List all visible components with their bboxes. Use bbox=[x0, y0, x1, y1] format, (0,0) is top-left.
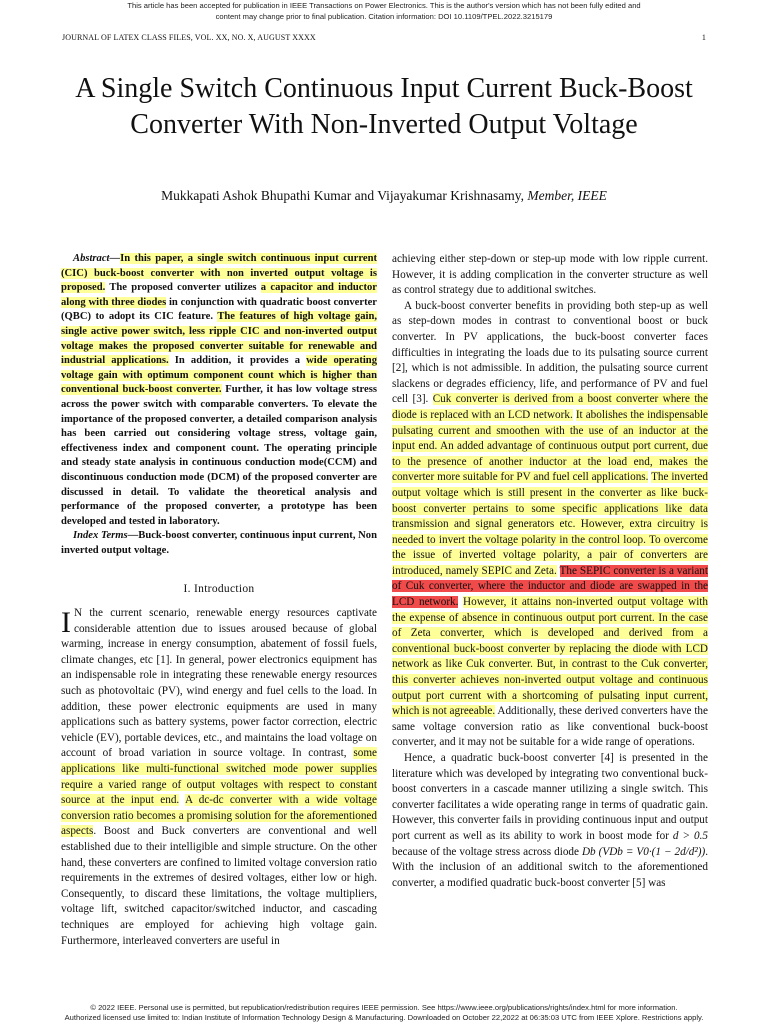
inverted-voltage-highlight: The inverted output voltage which is still present in the converter as like buck-boost converter pertains to some specific applications like data transmission and signal generators etc. However, extra circuitry is needed to invert the voltage polarity in the control loop. To overcome the issue of inverted voltage polarity, a pair of converters are introduced, namely SEPIC and Zeta. bbox=[392, 471, 708, 577]
license-line: Authorized licensed use limited to: Indian Institute of Information Technology Design & Manufacturing. Downloaded on October 22,2022 at 06:35:03 UTC from IEEE Xplore. Restrictions apply. bbox=[64, 1012, 704, 1022]
abstract-highlight-3: The features of high voltage gain, single active power switch, less ripple CIC and non-inverted output voltage makes the proposed converter suitable for renewable and industrial applications. bbox=[61, 311, 377, 367]
author-membership: Member, IEEE bbox=[527, 188, 607, 203]
abstract-highlight-4: wide operating voltage gain with optimum component count which is higher than conventional buck-boost converter. bbox=[61, 355, 377, 396]
copyright-footer bbox=[0, 1003, 768, 1022]
cuk-highlight: Cuk converter is derived from a boost converter where the diode is replaced with an LCD network. bbox=[392, 393, 708, 421]
index-terms: Index Terms—Buck-boost converter, continuous input current, Non inverted output voltage. bbox=[61, 530, 377, 556]
drop-cap: I bbox=[61, 606, 71, 640]
left-column bbox=[61, 252, 377, 949]
intro-highlight-2: A dc-dc converter with a wide voltage conversion ratio becomes a promising solution for the aforementioned aspects bbox=[61, 794, 377, 838]
intro-highlight-1: some applications like multi-functional switched mode power supplies require a varied range of output voltages with respect to constant source at the input end. bbox=[61, 747, 377, 807]
author-names: Mukkapati Ashok Bhupathi Kumar and Vijayakumar Krishnasamy, bbox=[161, 188, 525, 203]
intro-paragraph: I N the current scenario, renewable energy resources captivate considerable attention due to issues aroused because of global warming, increase in energy consumption, abatement of fossil fuels, climate changes, etc [1]. In general, power electronics equipment has an indispensable role in integrating these renewable energy resources such as photovoltaic (PV), wind energy and fuel cells to the load. In addition, these power electronic equipments are used in many applications such as battery systems, power factor correction, electric vehicle (EV), portable devices, etc., and maintains the load voltage on account of broad variation in source voltage. In contrast, some applications like multi-functional switched mode power supplies require a varied range of output voltages with respect to constant source at the input end. A dc-dc converter with a wide voltage conversion ratio becomes a promising solution for the aforementioned aspects. Boost and Buck converters are conventional and well established due to their intelligible and simple structure. On the other hand, these converters are confined to limited voltage conversion ratio requirements in the extremes of desired voltages, either low or high. Consequently, to discard these limitations, the voltage multipliers, voltage lift, switched capacitor/switched inductor, and cascading techniques are employed for achieving high voltage gain. Furthermore, interleaved converters are useful in bbox=[61, 606, 377, 947]
abstract-highlight-2: a capacitor and inductor along with three diodes bbox=[61, 282, 377, 308]
index-terms-label: Index Terms bbox=[73, 530, 128, 542]
publication-notice-line2: content may change prior to final publication. Citation information: DOI 10.1109/TPEL.2022.3215179 bbox=[215, 12, 553, 21]
publication-notice bbox=[0, 0, 768, 22]
copyright-line: © 2022 IEEE. Personal use is permitted, but republication/redistribution requires IEEE permission. See https://www.ieee.org/publications/rights/index.html for more information. bbox=[90, 1003, 678, 1012]
abstract: Abstract—In this paper, a single switch continuous input current (CIC) buck-boost converter with non inverted output voltage is proposed. The proposed converter utilizes a capacitor and inductor along with three diodes in conjunction with quadratic boost converter (QBC) to adopt its CIC feature. The features of high voltage gain, single active power switch, less ripple CIC and non-inverted output voltage makes the proposed converter suitable for renewable and industrial applications. In addition, it provides a wide operating voltage gain with optimum component count which is higher than conventional buck-boost converter. Further, it has low voltage stress across the power switch with comparable converters. To elevate the importance of the proposed converter, a detailed comparison analysis has been carried out considering voltage stress, voltage gain, effectiveness index and component count. The operating principle and steady state analysis in continuous conduction mode(CCM) and discontinuous conduction mode (DCM) of the proposed converter are discussed in detail. To validate the theoretical analysis and performance of the proposed converter, a prototype has been developed and tested in laboratory. bbox=[61, 253, 378, 527]
zeta-highlight: However, it attains non-inverted output voltage with the expense of absence in continuous output port current. In the case of Zeta converter, which is developed and derived from a conventional buck-boost converter by replacing the diode with LCD network as like Cuk converter. But, in contrast to the Cuk converter, this converter achieves non-inverted output voltage and continuous output port current with a shortcoming of pulsating input current, which is not agreeable. bbox=[392, 596, 708, 718]
duty-condition: d > 0.5 bbox=[672, 829, 708, 842]
page-number: 1 bbox=[701, 33, 706, 42]
abstract-highlight-1: In this paper, a single switch continuous input current (CIC) buck-boost converter with non inverted output voltage is proposed. bbox=[61, 253, 377, 294]
running-head bbox=[62, 33, 706, 42]
quadratic-paragraph: Hence, a quadratic buck-boost converter [4] is presented in the literature which was developed by integrating two conventional buck-boost converters in a cascade manner utilizing a single switch. This converter facilitates a wide operating range in terms of quadratic gain. However, this converter fails in providing continuous input and output port current as well as its ability to work in boost mode for d > 0.5 because of the voltage stress across diode Db (VDb = V0·(1 − 2d/d²)). With the inclusion of an additional switch to the aforementioned converter, a modified quadratic buck-boost converter [5] was bbox=[392, 752, 708, 889]
paper-title: A Single Switch Continuous Input Current Buck-Boost Converter With Non-Inverted Output Voltage bbox=[75, 73, 693, 140]
author-line bbox=[60, 188, 708, 204]
section-heading-introduction: I. Introduction bbox=[183, 583, 255, 596]
buck-boost-paragraph: A buck-boost converter benefits in providing both step-up as well as step-down modes in contrast to conventional boost or buck converter. In PV applications, the buck-boost converter faces difficulties in integrating the loads due to its pulsating source current [2], which is not admissible. In addition, the pulsating source current slackens or degrades efficiency, life, and performance of PV and fuel cell [3]. Cuk converter is derived from a boost converter where the diode is replaced with an LCD network. It abolishes the indispensable pulsating current and smoothen with the use of an inductor at the input end. An added advantage of continuous output port current, due to the presence of another inductor at the load end, makes the converter more suitable for PV and fuel cell applications. The inverted output voltage which is still present in the converter as like buck-boost converter pertains to some specific applications like data transmission and signal generators etc. However, extra circuitry is needed to invert the voltage polarity in the control loop. To overcome the issue of inverted voltage polarity, a pair of converters are introduced, namely SEPIC and Zeta. The SEPIC converter is a variant of Cuk converter, where the inductor and diode are swapped in the LCD network. However, it attains non-inverted output voltage with the expense of absence in continuous output port current. In the case of Zeta converter, which is developed and derived from a conventional buck-boost converter by replacing the diode with LCD network as like Cuk converter. But, in contrast to the Cuk converter, this converter achieves non-inverted output voltage and continuous output port current with a shortcoming of pulsating input current, which is not agreeable. Additionally, these derived converters have the same voltage conversion ratio as like conventional buck-boost converter, and it may not be suitable for a wide range of operations. bbox=[392, 299, 708, 749]
lcd-highlight: It abolishes the indispensable pulsating current and smoothen with the use of an inductor at the input end. An added advantage of continuous output port current, due to the presence of another inductor at the load end, makes the converter more suitable for PV and fuel cell applications. bbox=[392, 408, 708, 484]
right-column bbox=[392, 252, 708, 891]
right-paragraph-continued: achieving either step-down or step-up mode with low ripple current. However, it is adding complication in the converter structure as well as control strategy due to additional switches. bbox=[392, 253, 708, 297]
publication-notice-line1: This article has been accepted for publication in IEEE Transactions on Power Electronics. This is the author's version which has not been fully edited and bbox=[127, 1, 641, 10]
sepic-red-highlight: The SEPIC converter is a variant of Cuk converter, where the inductor and diode are swapped in the LCD network. bbox=[392, 564, 708, 609]
abstract-label: Abstract bbox=[73, 253, 110, 264]
diode-stress-formula: Db (VDb = V0·(1 − 2d/d²)) bbox=[581, 845, 706, 858]
journal-name: JOURNAL OF LATEX CLASS FILES, VOL. XX, NO. X, AUGUST XXXX bbox=[62, 33, 316, 42]
